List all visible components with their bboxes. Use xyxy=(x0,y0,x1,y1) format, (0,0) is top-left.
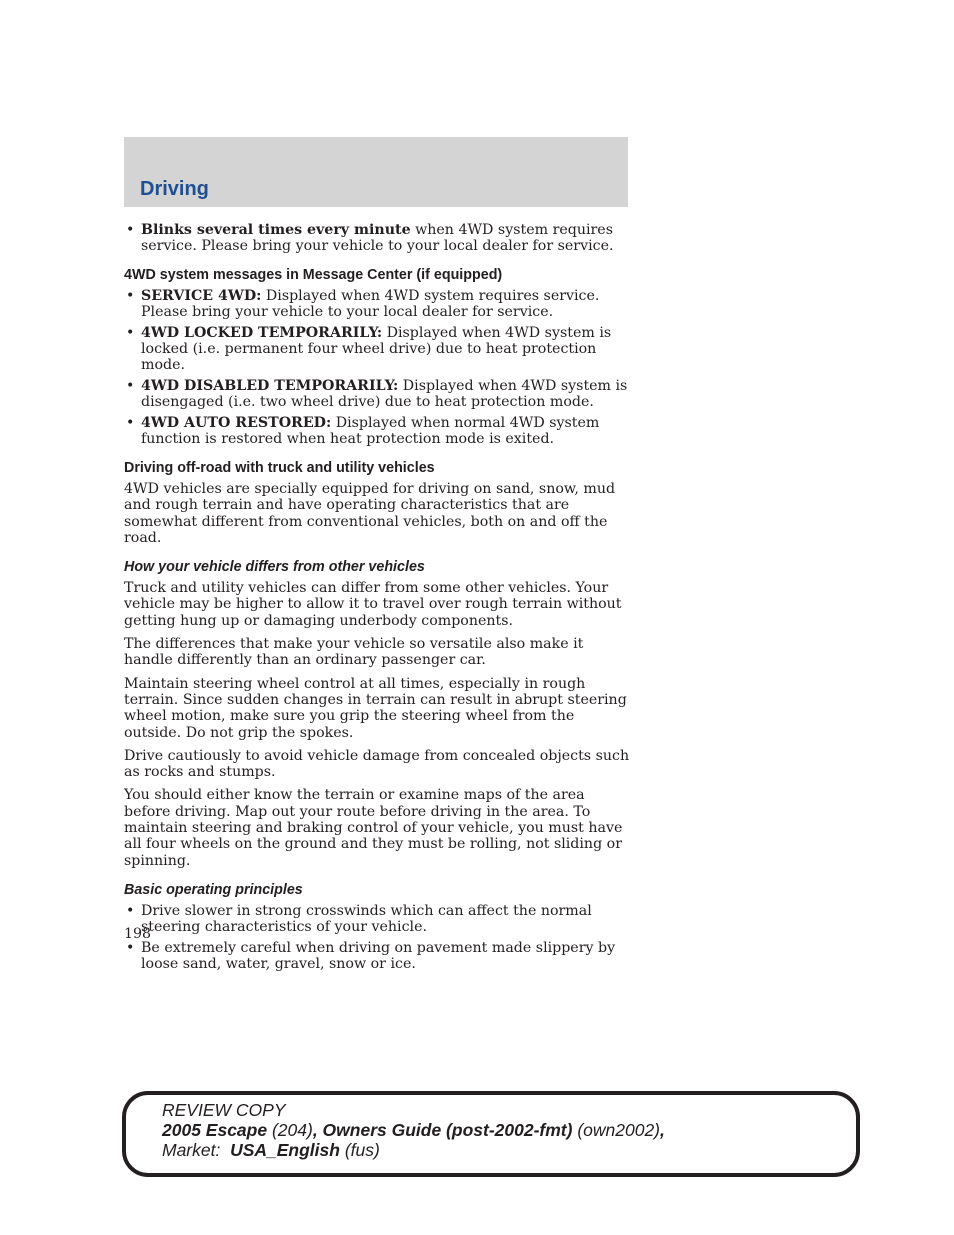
bullet-text: Displayed when normal 4WD system function is restored when heat protection mode is exited. xyxy=(141,415,600,447)
paragraph: The differences that make your vehicle so versatile also make it handle differently than an ordinary passenger car. xyxy=(124,636,584,669)
list-item xyxy=(124,222,630,254)
footer-review-label: REVIEW COPY xyxy=(162,1100,286,1120)
footer-model: 2005 Escape xyxy=(162,1120,268,1140)
bullet-text: when 4WD system requires service. Please bring your vehicle to your local dealer for service. xyxy=(141,222,614,254)
bullet-text: Displayed when 4WD system is locked (i.e. permanent four wheel drive) due to heat protection mode. xyxy=(141,325,612,373)
section-title: Driving xyxy=(140,178,209,200)
bullet-term: SERVICE 4WD: xyxy=(141,288,262,304)
paragraph: 4WD vehicles are specially equipped for driving on sand, snow, mud and rough terrain and have operating characteristics that are somewhat different from conventional vehicles, both on and off the road. xyxy=(124,481,616,546)
footer-market: USA_English xyxy=(230,1140,340,1160)
list-item xyxy=(124,288,630,320)
bullet-term: 4WD AUTO RESTORED: xyxy=(141,415,332,431)
list-item xyxy=(124,378,630,410)
list-item xyxy=(124,415,630,447)
footer-separator: , xyxy=(312,1120,323,1140)
footer-document-line xyxy=(162,1120,852,1140)
footer-market-line xyxy=(162,1140,852,1160)
paragraph: Truck and utility vehicles can differ from some other vehicles. Your vehicle may be higher to allow it to travel over rough terrain without getting hung up or damaging underbody components. xyxy=(124,580,622,629)
heading-message-center: 4WD system messages in Message Center (if equipped) xyxy=(124,267,503,283)
bullet-term: Blinks several times every minute xyxy=(141,222,411,238)
bullet-text: Displayed when 4WD system requires service. Please bring your vehicle to your local dealer for service. xyxy=(141,288,600,320)
paragraph: You should either know the terrain or examine maps of the area before driving. Map out your route before driving in the area. To maintain steering and braking control of your vehicle, you must have all four wheels on the ground and they must be rolling, not sliding or spinning. xyxy=(124,787,623,869)
footer-guide: Owners Guide (post-2002-fmt) xyxy=(322,1120,573,1140)
footer-model-code: (204) xyxy=(267,1120,313,1140)
review-copy-footer xyxy=(122,1091,860,1177)
footer-text xyxy=(162,1100,852,1160)
heading-vehicle-differs: How your vehicle differs from other vehicles xyxy=(124,559,425,576)
heading-offroad: Driving off-road with truck and utility vehicles xyxy=(124,460,435,476)
footer-market-code: (fus) xyxy=(339,1140,380,1160)
bullet-text: Displayed when 4WD system is disengaged (i.e. two wheel drive) due to heat protection mode. xyxy=(141,378,628,410)
bullet-term: 4WD LOCKED TEMPORARILY: xyxy=(141,325,383,341)
section-header-band xyxy=(124,137,628,207)
page-number: 198 xyxy=(124,926,152,942)
page-content xyxy=(124,222,630,977)
paragraph: Maintain steering wheel control at all times, especially in rough terrain. Since sudden changes in terrain can result in abrupt steering wheel motion, make sure you grip the steering wheel from the outside. Do not grip the spokes. xyxy=(124,675,627,741)
footer-market-label: Market: xyxy=(162,1140,231,1160)
footer-guide-code: (own2002) xyxy=(572,1120,661,1140)
list-item: • Be extremely careful when driving on pavement made slippery by loose sand, water, gravel, snow or ice. xyxy=(124,940,630,972)
list-item xyxy=(124,325,630,373)
bullet-term: 4WD DISABLED TEMPORARILY: xyxy=(141,378,399,394)
list-item: • Drive slower in strong crosswinds which can affect the normal steering characteristics of your vehicle. xyxy=(124,903,630,935)
footer-separator: , xyxy=(660,1120,665,1140)
paragraph: Drive cautiously to avoid vehicle damage from concealed objects such as rocks and stumps. xyxy=(124,747,630,781)
heading-basic-principles: Basic operating principles xyxy=(124,881,303,898)
